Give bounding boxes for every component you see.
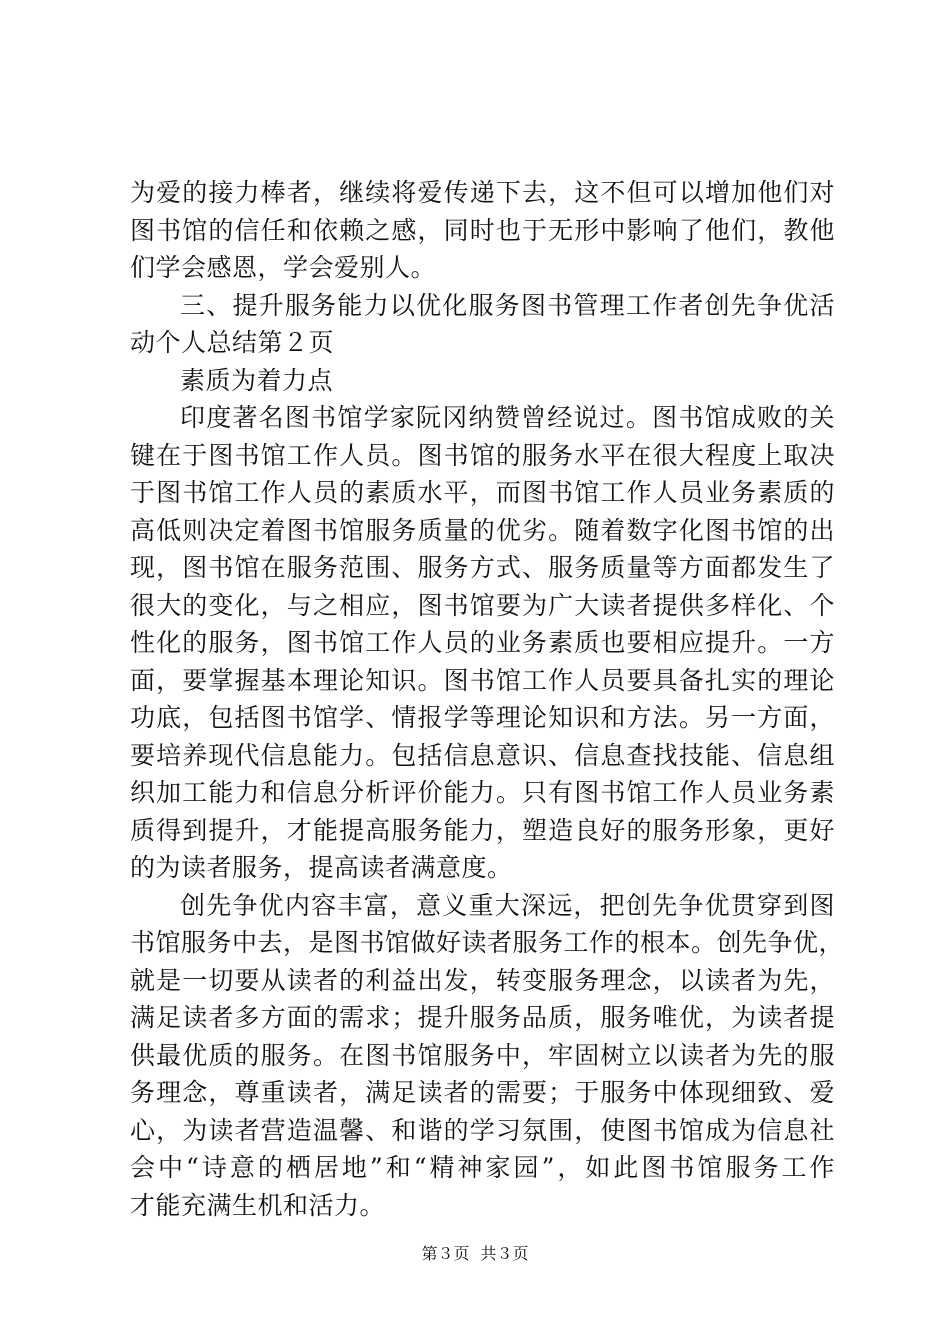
text-line: 键在于图书馆工作人员。图书馆的服务水平在很大程度上取决	[130, 440, 835, 470]
text-line: 现，图书馆在服务范围、服务方式、服务质量等方面都发生了	[130, 553, 835, 582]
text-line: 们学会感恩，学会爱别人。	[130, 253, 437, 282]
text-line: 面，要掌握基本理论知识。图书馆工作人员要具备扎实的理论	[130, 665, 835, 695]
subheading-line: 素质为着力点	[180, 365, 334, 395]
page-total: 共３页	[480, 1244, 529, 1263]
text-line: 功底，包括图书馆学、情报学等理论知识和方法。另一方面，	[130, 703, 835, 732]
text-line: 高低则决定着图书馆服务质量的优劣。随着数字化图书馆的出	[130, 515, 835, 545]
text-line: 织加工能力和信息分析评价能力。只有图书馆工作人员业务素	[130, 778, 835, 807]
text-line: 要培养现代信息能力。包括信息意识、信息查找技能、信息组	[130, 740, 835, 770]
text-line: 质得到提升，才能提高服务能力，塑造良好的服务形象，更好	[130, 815, 835, 845]
page-footer	[0, 1244, 950, 1264]
document-body	[130, 174, 845, 1224]
text-line: 书馆服务中去，是图书馆做好读者服务工作的根本。创先争优，	[130, 928, 845, 957]
text-line: 创先争优内容丰富，意义重大深远，把创先争优贯穿到图	[180, 890, 835, 920]
text-line: 务理念，尊重读者，满足读者的需要；于服务中体现细致、爱	[130, 1078, 835, 1107]
text-line: 很大的变化，与之相应，图书馆要为广大读者提供多样化、个	[130, 590, 835, 620]
text-line: 供最优质的服务。在图书馆服务中，牢固树立以读者为先的服	[130, 1040, 835, 1070]
section-heading-line: 动个人总结第２页	[130, 328, 335, 357]
text-line: 图书馆的信任和依赖之感，同时也于无形中影响了他们，教他	[130, 215, 835, 245]
text-line: 的为读者服务，提高读者满意度。	[130, 853, 513, 882]
text-line: 于图书馆工作人员的素质水平，而图书馆工作人员业务素质的	[130, 478, 835, 507]
text-line: 性化的服务，图书馆工作人员的业务素质也要相应提升。一方	[130, 628, 835, 657]
text-line: 印度著名图书馆学家阮冈纳赞曾经说过。图书馆成败的关	[180, 403, 835, 432]
text-line: 为爱的接力棒者，继续将爱传递下去，这不但可以增加他们对	[130, 178, 835, 207]
text-line: 才能充满生机和活力。	[130, 1190, 386, 1220]
text-line: 会中“诗意的栖居地”和“精神家园”，如此图书馆服务工作	[130, 1153, 835, 1182]
text-line: 就是一切要从读者的利益出发，转变服务理念，以读者为先，	[130, 965, 835, 995]
text-line: 心，为读者营造温馨、和谐的学习氛围，使图书馆成为信息社	[130, 1115, 835, 1145]
section-heading-line: 三、提升服务能力以优化服务图书管理工作者创先争优活	[180, 290, 835, 320]
text-line: 满足读者多方面的需求；提升服务品质，服务唯优，为读者提	[130, 1003, 835, 1032]
page-number: 第３页	[421, 1244, 470, 1263]
